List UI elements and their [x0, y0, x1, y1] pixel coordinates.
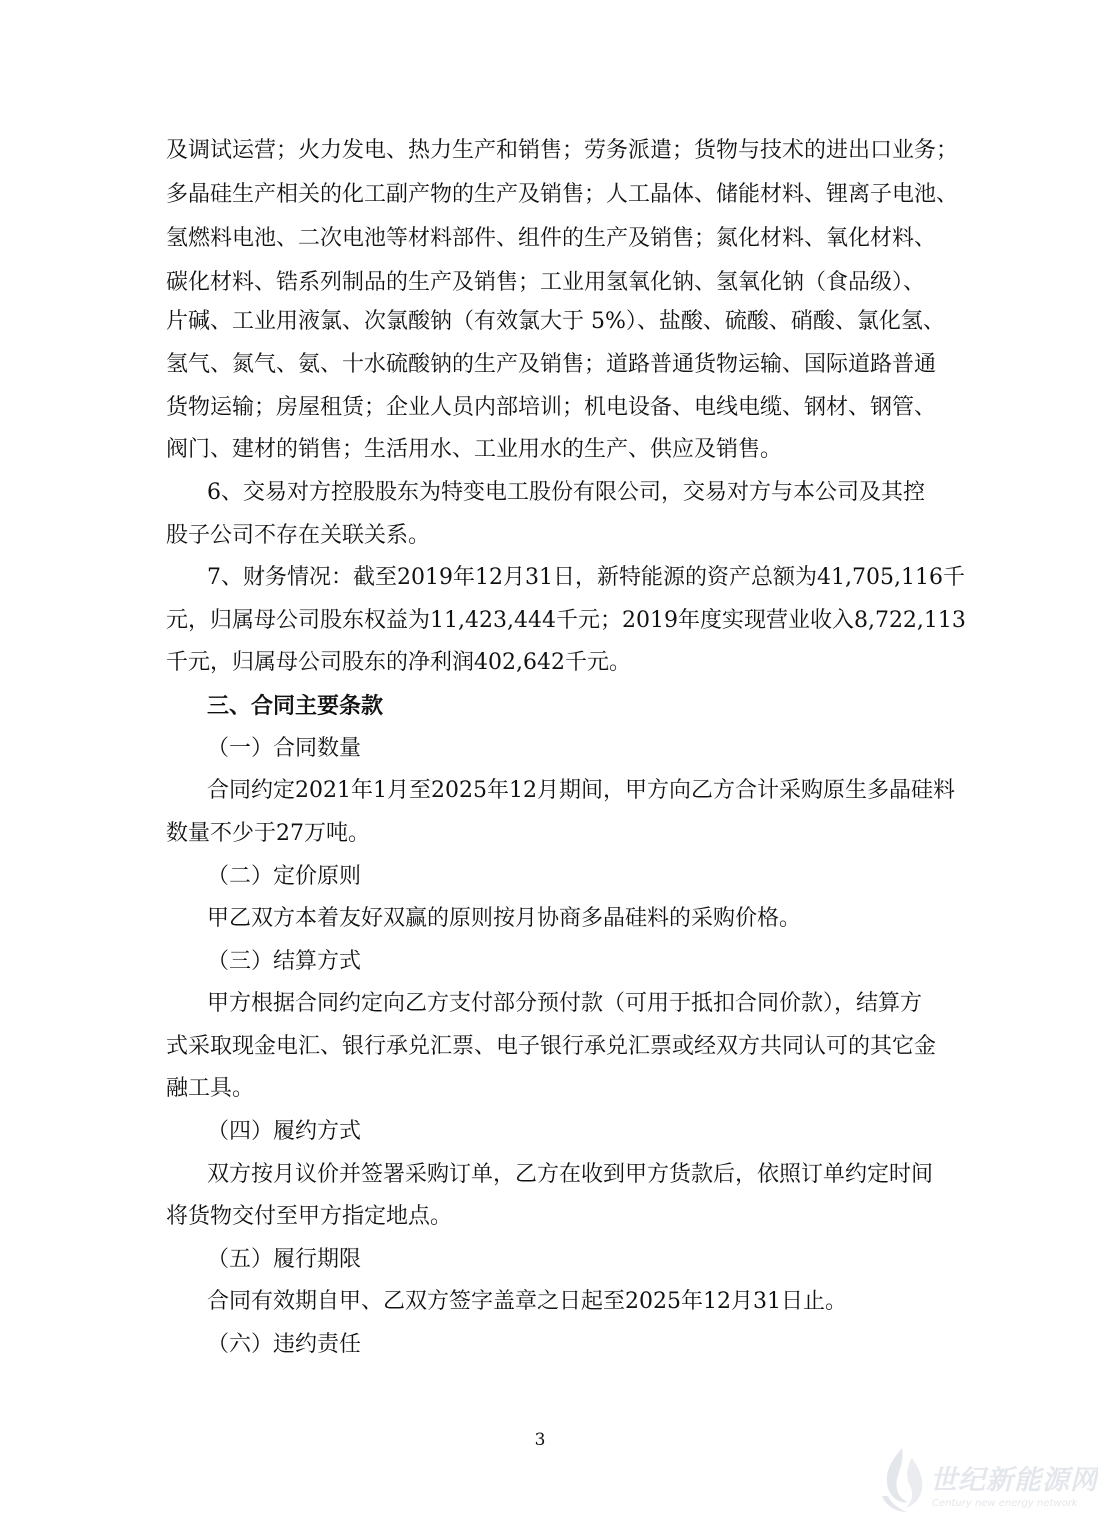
body-line: 数量不少于27万吨。 [166, 821, 370, 846]
body-line: 氢气、氮气、氨、十水硫酸钠的生产及销售；道路普通货物运输、国际道路普通 [166, 352, 937, 377]
subsection-heading: （五）履行期限 [207, 1247, 362, 1272]
body-line: 碳化材料、锆系列制品的生产及销售；工业用氢氧化钠、氢氧化钠（食品级）、 [166, 270, 926, 295]
body-line: 阀门、建材的销售；生活用水、工业用水的生产、供应及销售。 [166, 437, 783, 462]
subsection-heading: （二）定价原则 [207, 864, 362, 889]
body-line: 股子公司不存在关联关系。 [166, 523, 431, 548]
body-line: 货物运输；房屋租赁；企业人员内部培训；机电设备、电线电缆、钢材、钢管、 [166, 395, 937, 420]
body-line: 甲乙双方本着友好双赢的原则按月协商多晶硅料的采购价格。 [207, 906, 802, 931]
subsection-heading: （三）结算方式 [207, 949, 362, 974]
paragraph-6-line: 6、交易对方控股股东为特变电工股份有限公司，交易对方与本公司及其控 [207, 480, 925, 505]
paragraph-7-line: 7、财务情况：截至2019年12月31日，新特能源的资产总额为41,705,116千 [207, 565, 965, 590]
body-line: 千元，归属母公司股东的净利润402,642千元。 [166, 650, 631, 675]
section-heading: 三、合同主要条款 [207, 693, 384, 719]
subsection-heading: （一）合同数量 [207, 736, 362, 761]
body-line: 双方按月议价并签署采购订单，乙方在收到甲方货款后，依照订单约定时间 [207, 1162, 934, 1187]
watermark [872, 1440, 1098, 1520]
body-line: 片碱、工业用液氯、次氯酸钠（有效氯大于 5%）、盐酸、硫酸、硝酸、氯化氢、 [166, 309, 945, 334]
body-line: 元，归属母公司股东权益为11,423,444千元；2019年度实现营业收入8,722,113 [166, 608, 966, 633]
body-line: 多晶硅生产相关的化工副产物的生产及销售；人工晶体、储能材料、锂离子电池、 [166, 182, 959, 207]
watermark-subtitle: Century new energy network [932, 1498, 1078, 1509]
page-number: 3 [534, 1430, 546, 1450]
body-line: 合同约定2021年1月至2025年12月期间，甲方向乙方合计采购原生多晶硅料 [207, 778, 955, 803]
body-line: 融工具。 [166, 1076, 255, 1101]
body-line: 甲方根据合同约定向乙方支付部分预付款（可用于抵扣合同价款），结算方 [207, 991, 923, 1016]
body-line: 氢燃料电池、二次电池等材料部件、组件的生产及销售；氮化材料、氧化材料、 [166, 226, 937, 251]
body-line: 将货物交付至甲方指定地点。 [166, 1204, 453, 1229]
subsection-heading: （四）履约方式 [207, 1119, 362, 1144]
body-line: 及调试运营；火力发电、热力生产和销售；劳务派遣；货物与技术的进出口业务； [166, 138, 959, 163]
subsection-heading: （六）违约责任 [207, 1332, 362, 1357]
flame-logo-icon [872, 1444, 928, 1516]
body-line: 合同有效期自甲、乙双方签字盖章之日起至2025年12月31日止。 [207, 1289, 847, 1314]
watermark-name: 世纪新能源网 [930, 1465, 1098, 1496]
body-line: 式采取现金电汇、银行承兑汇票、电子银行承兑汇票或经双方共同认可的其它金 [166, 1034, 937, 1059]
